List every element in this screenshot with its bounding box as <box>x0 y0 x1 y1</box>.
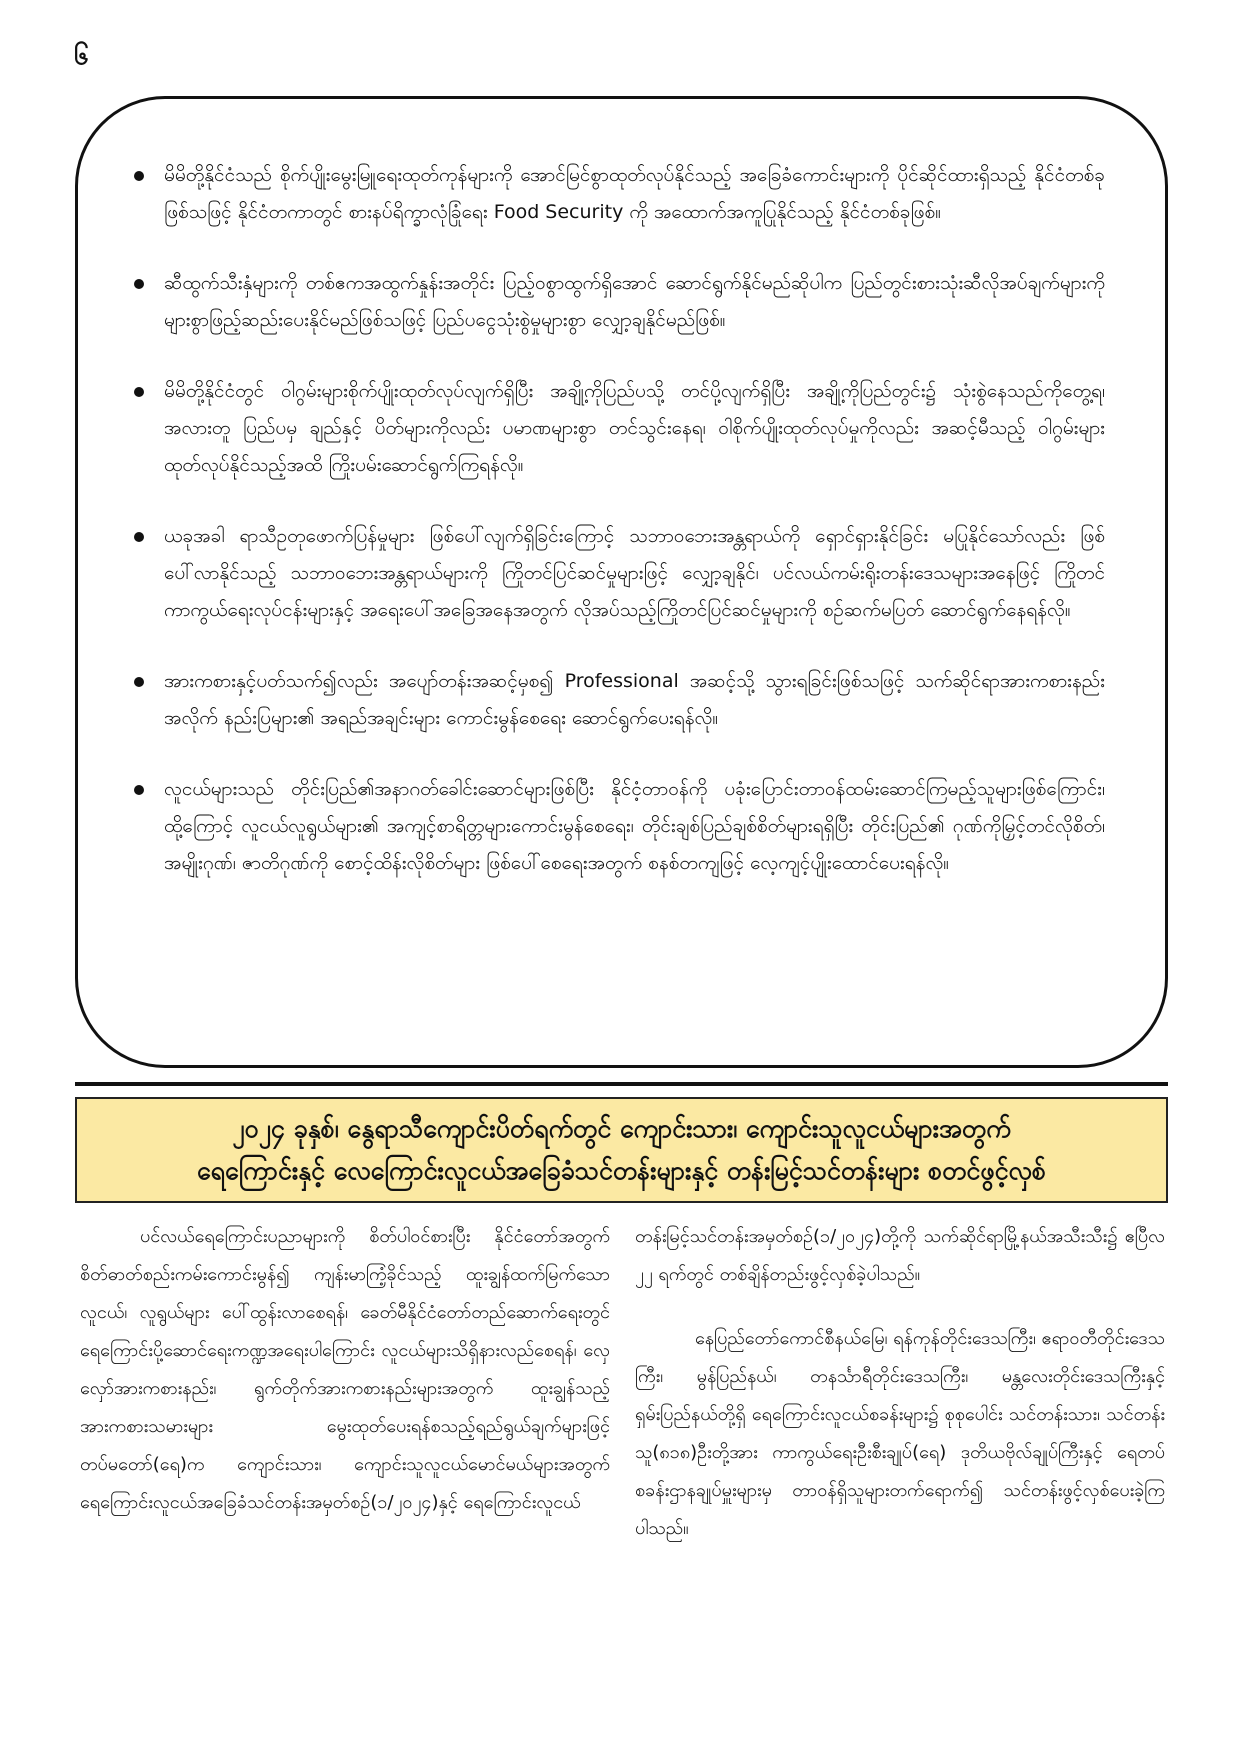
bullet-dot-icon <box>134 532 144 542</box>
article-headline <box>75 1097 1168 1203</box>
headline-line-2: ရေကြောင်းနှင့် လေကြောင်းလူငယ်အခြေခံသင်တန်းများနှင့် တန်းမြင့်သင်တန်းများ စတင်ဖွင့်လှစ် <box>197 1156 1046 1185</box>
bullet-text: ဆီထွက်သီးနှံများကို တစ်ဧကအထွက်နှုန်းအတိုင်း ပြည့်ဝစွာထွက်ရှိအောင် ဆောင်ရွက်နိုင်မည်ဆိုပါက ပြည်တွင်းစားသုံးဆီလိုအပ်ချက်များကို များစွာဖြည့်ဆည်းပေးနိုင်မည်ဖြစ်သဖြင့် ပြည်ပငွေသုံးစွဲမှုများစွာ လျှော့ချနိုင်မည်ဖြစ်။ <box>164 272 1105 331</box>
headline-line-1: ၂၀၂၄ ခုနှစ်၊ နွေရာသီကျောင်းပိတ်ရက်တွင် ကျောင်းသား၊ ကျောင်းသူလူငယ်များအတွက် <box>232 1114 1011 1143</box>
bullet-text: အားကစားနှင့်ပတ်သက်၍လည်း အပျော်တန်းအဆင့်မှစ၍ Professional အဆင့်သို့ သွားရခြင်းဖြစ်သဖြင့် သက်ဆိုင်ရာအားကစားနည်းအလိုက် နည်းပြများ၏ အရည်အချင်းများ ကောင်းမွန်စေရေး ဆောင်ရွက်ပေးရန်လို။ <box>164 670 1105 729</box>
page-number: ၆ <box>74 41 89 71</box>
bullet-text: လူငယ်များသည် တိုင်းပြည်၏အနာဂတ်ခေါင်းဆောင်များဖြစ်ပြီး နိုင်ငံ့တာဝန်ကို ပခုံးပြောင်းတာဝန်ထမ်းဆောင်ကြမည့်သူများဖြစ်ကြောင်း၊ ထို့ကြောင့် လူငယ်လူရွယ်များ၏ အကျင့်စာရိတ္တများကောင်းမွန်စေရေး၊ တိုင်းချစ်ပြည်ချစ်စိတ်များရရှိပြီး တိုင်းပြည်၏ ဂုဏ်ကိုမြှင့်တင်လိုစိတ်၊ အမျိုးဂုဏ်၊ ဇာတိဂုဏ်ကို စောင့်ထိန်းလိုစိတ်များ ဖြစ်ပေါ်စေရေးအတွက် စနစ်တကျဖြင့် လေ့ကျင့်ပျိုးထောင်ပေးရန်လို။ <box>164 778 1105 874</box>
bullet-dot-icon <box>134 785 144 795</box>
article-paragraph: ပင်လယ်ရေကြောင်းပညာများကို စိတ်ပါဝင်စားပြီး နိုင်ငံတော်အတွက် စိတ်ဓာတ်စည်းကမ်းကောင်းမွန်၍ ကျန်းမာကြံ့ခိုင်သည့် ထူးချွန်ထက်မြက်သော လူငယ်၊ လူရွယ်များ ပေါ်ထွန်းလာစေရန်၊ ခေတ်မီနိုင်ငံတော်တည်ဆောက်ရေးတွင် ရေကြောင်းပို့ဆောင်ရေးကဏ္ဍအရေးပါကြောင်း လူငယ်များသိရှိနားလည်စေရန်၊ လှေလှော်အားကစားနည်း၊ ရွက်တိုက်အားကစားနည်းများအတွက် ထူးချွန်သည့်အားကစားသမားများ မွေးထုတ်ပေးရန်စသည့်ရည်ရွယ်ချက်များဖြင့် တပ်မတော်(ရေ)က ကျောင်းသား၊ ကျောင်းသူလူငယ်မောင်မယ်များအတွက် ရေကြောင်းလူငယ်အခြေခံသင်တန်းအမှတ်စဉ်(၁/၂၀၂၄)နှင့် ရေကြောင်းလူငယ် <box>80 1226 610 1513</box>
article-paragraph: တန်းမြင့်သင်တန်းအမှတ်စဉ်(၁/၂၀၂၄)တို့ကို သက်ဆိုင်ရာမြို့နယ်အသီးသီး၌ ဧပြီလ ၂၂ ရက်တွင် တစ်ချိန်တည်းဖွင့်လှစ်ခဲ့ပါသည်။ <box>635 1226 1165 1285</box>
list-item <box>134 157 1105 231</box>
list-item <box>134 518 1105 629</box>
bullet-list <box>134 157 1105 916</box>
list-item <box>134 265 1105 339</box>
article-column-left <box>80 1218 610 1548</box>
article-column-right <box>635 1218 1165 1574</box>
list-item <box>134 771 1105 882</box>
bullet-dot-icon <box>134 387 144 397</box>
list-item <box>134 663 1105 737</box>
bullet-text: မိမိတို့နိုင်ငံသည် စိုက်ပျိုးမွေးမြူရေးထုတ်ကုန်များကို အောင်မြင်စွာထုတ်လုပ်နိုင်သည့် အခြေခံကောင်းများကို ပိုင်ဆိုင်ထားရှိသည့် နိုင်ငံတစ်ခုဖြစ်သဖြင့် နိုင်ငံတကာတွင် စားနပ်ရိက္ခာလုံခြုံရေး Food Security ကို အထောက်အကူပြုနိုင်သည့် နိုင်ငံတစ်ခုဖြစ်။ <box>164 164 1105 223</box>
bullet-dot-icon <box>134 171 144 181</box>
list-item <box>134 373 1105 484</box>
section-divider <box>75 1082 1168 1086</box>
bullet-text: မိမိတို့နိုင်ငံတွင် ဝါဂွမ်းများစိုက်ပျိုးထုတ်လုပ်လျက်ရှိပြီး အချို့ကိုပြည်ပသို့ တင်ပို့လျက်ရှိပြီး အချို့ကိုပြည်တွင်း၌ သုံးစွဲနေသည်ကိုတွေ့ရ၊ အလားတူ ပြည်ပမှ ချည်နှင့် ပိတ်များကိုလည်း ပမာဏများစွာ တင်သွင်းနေရ၊ ဝါစိုက်ပျိုးထုတ်လုပ်မှုကိုလည်း အဆင့်မီသည့် ဝါဂွမ်းများထုတ်လုပ်နိုင်သည့်အထိ ကြိုးပမ်းဆောင်ရွက်ကြရန်လို။ <box>164 380 1105 476</box>
bullet-dot-icon <box>134 677 144 687</box>
bullet-dot-icon <box>134 279 144 289</box>
callout-box <box>75 96 1168 1068</box>
bullet-text: ယခုအခါ ရာသီဥတုဖောက်ပြန်မှုများ ဖြစ်ပေါ်လျက်ရှိခြင်းကြောင့် သဘာဝဘေးအန္တရာယ်ကို ရှောင်ရှားနိုင်ခြင်း မပြုနိုင်သော်လည်း ဖြစ်ပေါ်လာနိုင်သည့် သဘာဝဘေးအန္တရာယ်များကို ကြိုတင်ပြင်ဆင်မှုများဖြင့် လျှော့ချနိုင်၊ ပင်လယ်ကမ်းရိုးတန်းဒေသများအနေဖြင့် ကြိုတင်ကာကွယ်ရေးလုပ်ငန်းများနှင့် အရေးပေါ်အခြေအနေအတွက် လိုအပ်သည့်ကြိုတင်ပြင်ဆင်မှုများကို စဉ်ဆက်မပြတ် ဆောင်ရွက်နေရန်လို။ <box>164 525 1105 621</box>
article-paragraph: နေပြည်တော်ကောင်စီနယ်မြေ၊ ရန်ကုန်တိုင်းဒေသကြီး၊ ဧရာဝတီတိုင်းဒေသကြီး၊ မွန်ပြည်နယ်၊ တနင်္သာရီတိုင်းဒေသကြီး၊ မန္တလေးတိုင်းဒေသကြီးနှင့် ရှမ်းပြည်နယ်တို့ရှိ ရေကြောင်းလူငယ်စခန်းများ၌ စုစုပေါင်း သင်တန်းသား၊ သင်တန်းသူ(၈၁၈)ဦးတို့အား ကာကွယ်ရေးဦးစီးချုပ်(ရေ) ဒုတိယဗိုလ်ချုပ်ကြီးနှင့် ရေတပ်စခန်းဌာနချုပ်မှူးများမှ တာဝန်ရှိသူများတက်ရောက်၍ သင်တန်းဖွင့်လှစ်ပေးခဲ့ကြပါသည်။ <box>635 1328 1165 1539</box>
